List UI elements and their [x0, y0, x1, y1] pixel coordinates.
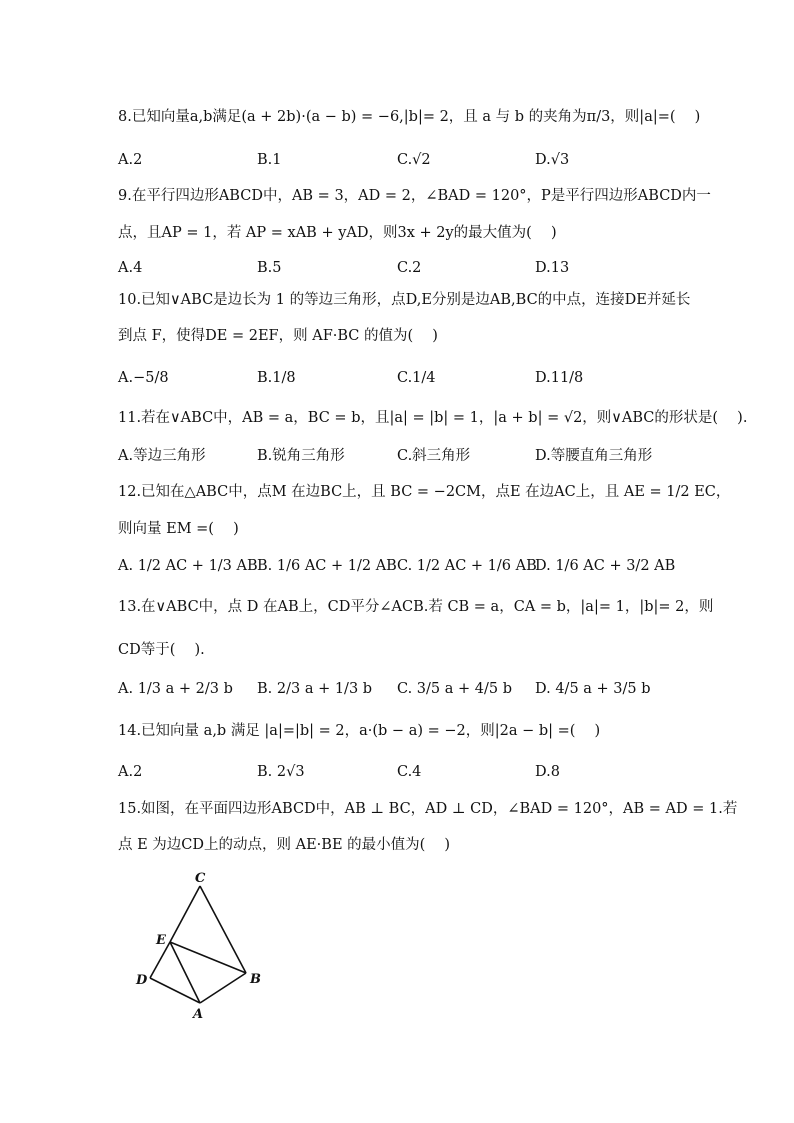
question-9-option-d: D.13 — [535, 260, 570, 276]
label-d: D — [136, 973, 148, 988]
question-10-stem-line2: 到点 F，使得DE = 2EF，则 AF·BC 的值为( ) — [118, 328, 438, 344]
segment-ce — [170, 886, 200, 942]
question-10-option-a: A.−5/8 — [118, 370, 169, 386]
question-14-option-c: C.4 — [397, 764, 422, 780]
label-b: B — [250, 972, 261, 987]
quadrilateral-figure — [128, 870, 268, 1020]
question-12-option-c: C. 1/2 AC + 1/6 AB — [397, 558, 537, 574]
question-15-stem-line2: 点 E 为边CD上的动点，则 AE·BE 的最小值为( ) — [118, 837, 451, 853]
question-8-option-a: A.2 — [118, 152, 143, 168]
question-14-option-b: B. 2√3 — [257, 764, 305, 780]
question-14-option-a: A.2 — [118, 764, 143, 780]
question-12-stem: 12.已知在△ABC中，点M 在边BC上，且 BC = −2CM，点E 在边AC上，且 AE = 1/2 EC， — [118, 484, 731, 500]
question-15-stem: 15.如图，在平面四边形ABCD中，AB ⊥ BC，AD ⊥ CD，∠BAD = 120°，AB = AD = 1.若 — [118, 801, 738, 817]
label-e: E — [156, 933, 166, 948]
question-11-option-b: B.锐角三角形 — [257, 448, 345, 464]
question-12-option-a: A. 1/2 AC + 1/3 AB — [118, 558, 258, 574]
segment-ab — [200, 973, 246, 1003]
question-14-stem: 14.已知向量 a,b 满足 |a|=|b| = 2，a·(b − a) = −2，则|2a − b| =( ) — [118, 723, 601, 739]
segment-da — [150, 978, 200, 1003]
question-12-stem-line2: 则向量 EM =( ) — [118, 521, 239, 537]
question-10-option-d: D.11/8 — [535, 370, 584, 386]
question-12-option-d: D. 1/6 AC + 3/2 AB — [535, 558, 676, 574]
question-11-option-a: A.等边三角形 — [118, 448, 206, 464]
question-9-stem: 9.在平行四边形ABCD中，AB = 3，AD = 2，∠BAD = 120°，P是平行四边形ABCD内一 — [118, 188, 711, 204]
question-9-stem-line2: 点，且AP = 1，若 AP = xAB + yAD，则3x + 2y的最大值为( ) — [118, 225, 557, 241]
question-13-option-b: B. 2/3 a + 1/3 b — [257, 681, 373, 697]
question-8-option-c: C.√2 — [397, 152, 431, 168]
question-13-stem-line2: CD等于( ). — [118, 642, 205, 658]
segment-ea — [170, 942, 200, 1003]
question-11-option-d: D.等腰直角三角形 — [535, 448, 653, 464]
question-9-option-c: C.2 — [397, 260, 422, 276]
question-11-option-c: C.斜三角形 — [397, 448, 471, 464]
question-13-option-a: A. 1/3 a + 2/3 b — [118, 681, 233, 697]
question-9-option-b: B.5 — [257, 260, 282, 276]
segment-eb — [170, 942, 246, 973]
question-8-option-b: B.1 — [257, 152, 282, 168]
question-13-option-c: C. 3/5 a + 4/5 b — [397, 681, 512, 697]
question-13-option-d: D. 4/5 a + 3/5 b — [535, 681, 651, 697]
label-a: A — [193, 1007, 204, 1020]
question-8-stem: 8.已知向量a,b满足(a + 2b)·(a − b) = −6,|b|= 2，且 a 与 b 的夹角为π/3，则|a|=( ) — [118, 109, 701, 125]
question-13-stem: 13.在∨ABC中，点 D 在AB上，CD平分∠ACB.若 CB = a，CA = b，|a|= 1，|b|= 2，则 — [118, 599, 714, 615]
question-12-option-b: B. 1/6 AC + 1/2 AB — [257, 558, 397, 574]
question-10-option-c: C.1/4 — [397, 370, 436, 386]
label-c: C — [195, 871, 206, 886]
question-11-stem: 11.若在∨ABC中，AB = a，BC = b，且|a| = |b| = 1，|a + b| = √2，则∨ABC的形状是( ). — [118, 410, 748, 426]
segment-cb — [200, 886, 246, 973]
question-14-option-d: D.8 — [535, 764, 560, 780]
question-10-stem: 10.已知∨ABC是边长为 1 的等边三角形，点D,E分别是边AB,BC的中点，连接DE并延长 — [118, 292, 691, 308]
question-8-option-d: D.√3 — [535, 152, 570, 168]
question-9-option-a: A.4 — [118, 260, 143, 276]
question-10-option-b: B.1/8 — [257, 370, 296, 386]
